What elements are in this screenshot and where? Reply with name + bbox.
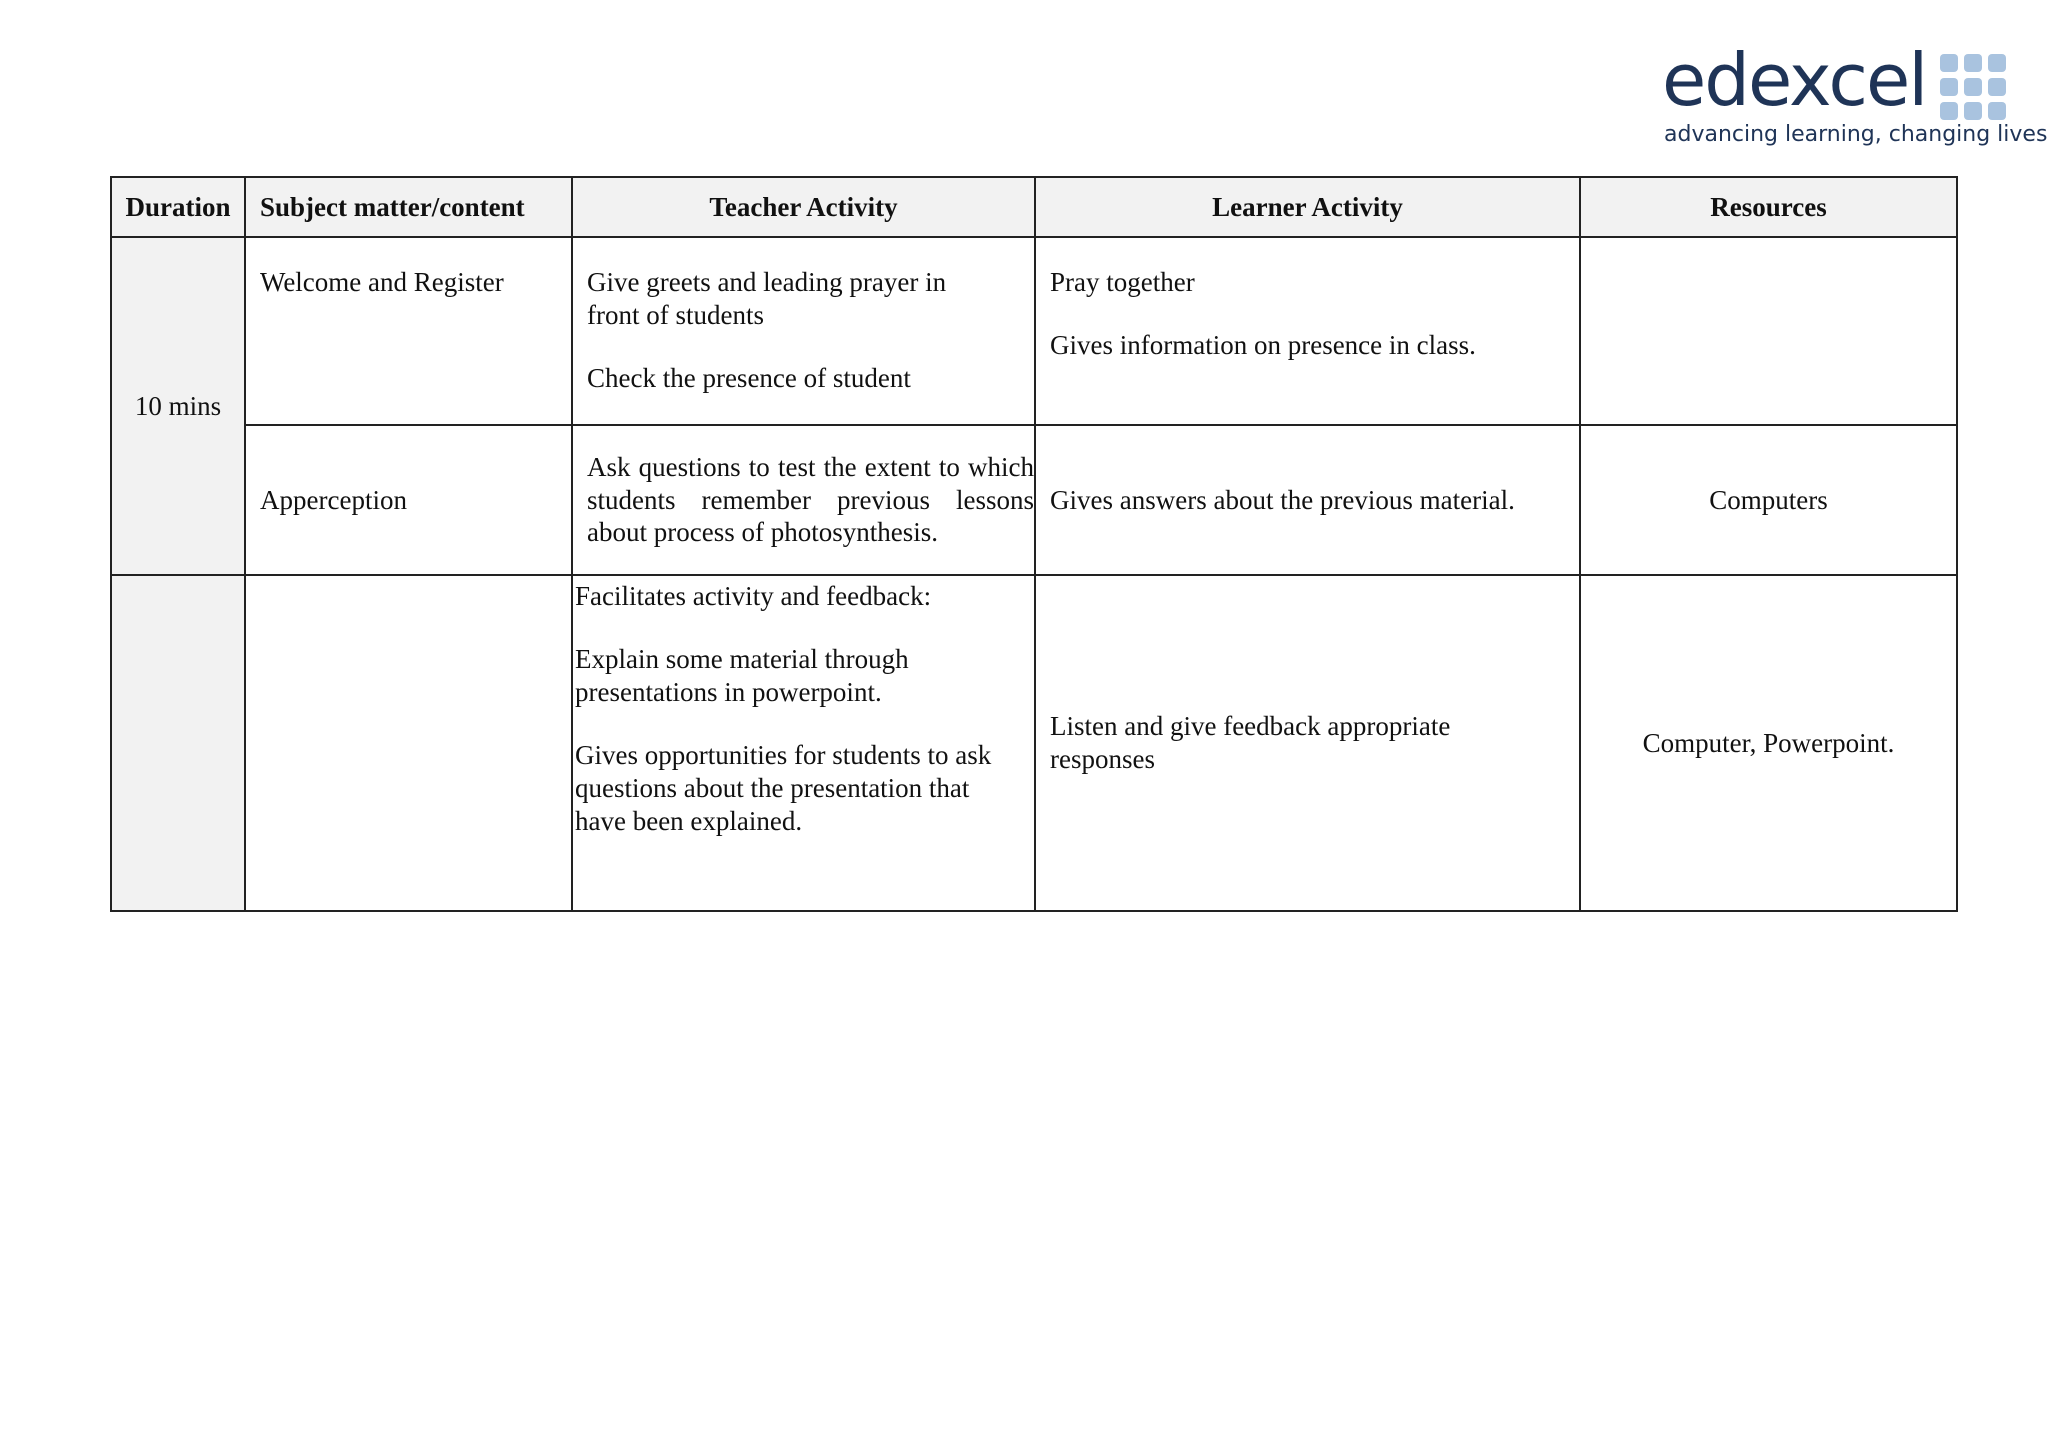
duration-cell xyxy=(111,237,245,575)
logo-tagline: advancing learning, changing lives xyxy=(1664,122,2048,147)
subject-text: Apperception xyxy=(260,484,407,515)
edexcel-logo xyxy=(1662,38,2048,150)
teacher-cell xyxy=(572,425,1035,575)
table-row xyxy=(111,425,1957,575)
teacher-text: Ask questions to test the extent to which students remember previous lessons about process of photosynthesis. xyxy=(587,451,1034,548)
resources-text: Computer, Powerpoint. xyxy=(1642,727,1895,758)
teacher-cell xyxy=(572,575,1035,911)
header-duration: Duration xyxy=(111,177,245,237)
teacher-text: Gives opportunities for students to ask questions about the presentation that have been explained. xyxy=(575,739,992,836)
teacher-text: Explain some material through presentations in powerpoint. xyxy=(575,643,909,707)
subject-cell xyxy=(245,237,572,425)
learner-text: Gives information on presence in class. xyxy=(1050,329,1476,360)
logo-wordmark: edexcel xyxy=(1662,38,1927,122)
logo-dots-icon xyxy=(1940,54,2006,120)
learner-text: Pray together xyxy=(1050,267,1195,297)
resources-cell xyxy=(1580,425,1957,575)
learner-cell xyxy=(1035,575,1580,911)
teacher-text: Facilitates activity and feedback: xyxy=(575,581,932,611)
learner-cell xyxy=(1035,425,1580,575)
subject-text: Welcome and Register xyxy=(260,267,504,297)
table-row xyxy=(111,575,1957,911)
subject-cell xyxy=(245,425,572,575)
resources-cell xyxy=(1580,237,1957,425)
header-resources: Resources xyxy=(1580,177,1957,237)
header-teacher-activity: Teacher Activity xyxy=(572,177,1035,237)
lesson-plan-table xyxy=(110,176,1958,912)
header-learner-activity: Learner Activity xyxy=(1035,177,1580,237)
resources-text: Computers xyxy=(1709,484,1828,515)
teacher-cell xyxy=(572,237,1035,425)
subject-cell xyxy=(245,575,572,911)
duration-value: 10 mins xyxy=(134,390,222,421)
learner-text: Listen and give feedback appropriate responses xyxy=(1050,711,1451,774)
teacher-text: Check the presence of student xyxy=(587,362,911,393)
teacher-text: Give greets and leading prayer in front of students xyxy=(587,267,947,330)
learner-cell xyxy=(1035,237,1580,425)
duration-cell xyxy=(111,575,245,911)
header-subject: Subject matter/content xyxy=(245,177,572,237)
header-row xyxy=(111,177,1957,237)
resources-cell xyxy=(1580,575,1957,911)
table-row xyxy=(111,237,1957,425)
learner-text: Gives answers about the previous material. xyxy=(1050,484,1515,515)
